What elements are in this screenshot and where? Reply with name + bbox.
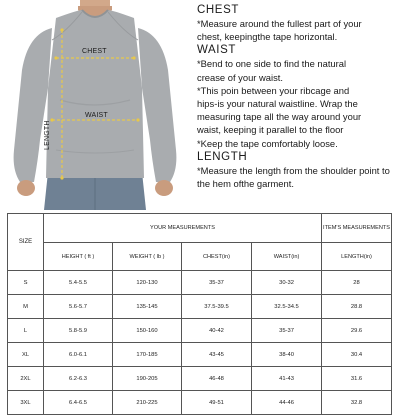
items-measurements-header: ITEM'S MEASUREMENTS xyxy=(322,214,392,243)
waist-instruction-bend: *Bend to one side to find the natural crease of your waist. xyxy=(197,58,347,83)
length-cell: 28 xyxy=(322,271,392,295)
size-cell: M xyxy=(8,295,44,319)
table-row xyxy=(8,319,392,343)
chest-column-header: CHEST(in) xyxy=(182,243,252,271)
size-chart-table xyxy=(7,213,392,415)
height-cell: 5.4-5.5 xyxy=(44,271,113,295)
waist-cell: 32.5-34.5 xyxy=(252,295,322,319)
chest-measure-label: CHEST xyxy=(82,48,107,55)
table-row xyxy=(8,367,392,391)
chest-cell: 46-48 xyxy=(182,367,252,391)
chest-cell: 35-37 xyxy=(182,271,252,295)
size-cell: L xyxy=(8,319,44,343)
weight-cell: 150-160 xyxy=(113,319,182,343)
chest-cell: 43-45 xyxy=(182,343,252,367)
chest-cell: 40-42 xyxy=(182,319,252,343)
waist-cell: 38-40 xyxy=(252,343,322,367)
product-photo xyxy=(0,0,190,210)
table-row xyxy=(8,271,392,295)
waist-cell: 41-43 xyxy=(252,367,322,391)
table-row xyxy=(8,391,392,415)
size-cell: 3XL xyxy=(8,391,44,415)
weight-cell: 120-130 xyxy=(113,271,182,295)
height-cell: 5.8-5.9 xyxy=(44,319,113,343)
waist-column-header: WAIST(in) xyxy=(252,243,322,271)
weight-cell: 190-205 xyxy=(113,367,182,391)
your-measurements-header: YOUR MEASUREMENTS xyxy=(44,214,322,243)
length-measure-label: LENGTH xyxy=(44,120,51,150)
weight-column-header: WEIGHT ( lb ) xyxy=(113,243,182,271)
waist-cell: 44-46 xyxy=(252,391,322,415)
weight-cell: 210-225 xyxy=(113,391,182,415)
waist-instruction-wrap: *This poin between your ribcage and hips-is your natural waistline. Wrap the measuring tape all the way around your waist, keeping it parallel to the floor xyxy=(197,84,362,136)
length-heading: LENGTH xyxy=(197,150,248,163)
waist-cell: 30-32 xyxy=(252,271,322,295)
height-cell: 5.6-5.7 xyxy=(44,295,113,319)
length-cell: 30.4 xyxy=(322,343,392,367)
length-instruction: *Measure the length from the shoulder point to the hem ofthe garment. xyxy=(197,164,390,190)
size-cell: S xyxy=(8,271,44,295)
length-cell: 29.6 xyxy=(322,319,392,343)
size-cell: 2XL xyxy=(8,367,44,391)
length-cell: 28.8 xyxy=(322,295,392,319)
height-column-header: HEIGHT ( ft ) xyxy=(44,243,113,271)
weight-cell: 170-185 xyxy=(113,343,182,367)
height-cell: 6.4-6.5 xyxy=(44,391,113,415)
chest-cell: 49-51 xyxy=(182,391,252,415)
table-row xyxy=(8,295,392,319)
height-cell: 6.2-6.3 xyxy=(44,367,113,391)
chest-cell: 37.5-39.5 xyxy=(182,295,252,319)
table-row xyxy=(8,343,392,367)
length-cell: 31.6 xyxy=(322,367,392,391)
model-shirt-illustration xyxy=(0,0,190,210)
size-cell: XL xyxy=(8,343,44,367)
chest-instruction: *Measure around the fullest part of your chest, keepingthe tape horizontal. xyxy=(197,18,362,43)
chest-heading: CHEST xyxy=(197,4,239,16)
measuring-instructions xyxy=(197,3,400,190)
height-cell: 6.0-6.1 xyxy=(44,343,113,367)
waist-measure-label: WAIST xyxy=(85,112,108,119)
waist-heading: WAIST xyxy=(197,44,236,57)
size-column-header: SIZE xyxy=(8,214,44,271)
length-column-header: LENGTH(in) xyxy=(322,243,392,271)
waist-instruction-loose: *Keep the tape comfortably loose. xyxy=(197,137,338,149)
weight-cell: 135-145 xyxy=(113,295,182,319)
waist-cell: 35-37 xyxy=(252,319,322,343)
length-cell: 32.8 xyxy=(322,391,392,415)
